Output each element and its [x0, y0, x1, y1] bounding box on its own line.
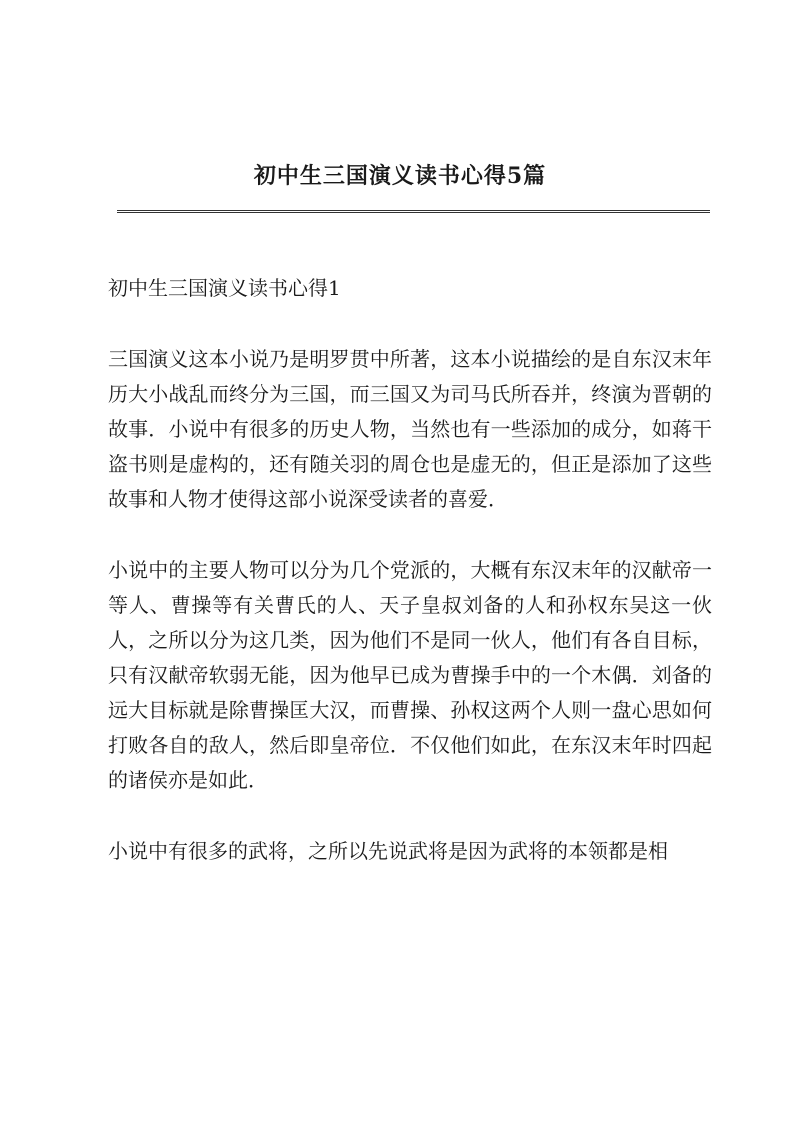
spacer	[108, 798, 712, 834]
document-body	[108, 271, 712, 869]
paragraph-1: 三国演义这本小说乃是明罗贯中所著，这本小说描绘的是自东汉末年历大小战乱而终分为三国，而三国又为司马氏所吞并，终演为晋朝的故事．小说中有很多的历史人物，当然也有一些添加的成分，如蒋干盗书则是虚构的，还有随关羽的周仓也是虚无的，但正是添加了这些故事和人物才使得这部小说深受读者的喜爱．	[108, 347, 712, 511]
spacer	[108, 306, 712, 342]
paragraph-3: 小说中有很多的武将，之所以先说武将是因为武将的本领都是相	[108, 839, 668, 863]
paragraph-2: 小说中的主要人物可以分为几个党派的，大概有东汉末年的汉献帝一等人、曹操等有关曹氏的人、天子皇叔刘备的人和孙权东吴这一伙人，之所以分为这几类，因为他们不是同一伙人，他们有各自目标，只有汉献帝软弱无能，因为他早已成为曹操手中的一个木偶．刘备的远大目标就是除曹操匡大汉，而曹操、孙权这两个人则一盘心思如何打败各自的敌人，然后即皇帝位．不仅他们如此，在东汉末年时四起的诸侯亦是如此．	[108, 558, 712, 792]
document-title: 初中生三国演义读书心得5篇	[253, 163, 547, 189]
section-heading: 初中生三国演义读书心得1	[108, 276, 341, 300]
title-divider	[117, 210, 710, 213]
spacer	[108, 517, 712, 553]
